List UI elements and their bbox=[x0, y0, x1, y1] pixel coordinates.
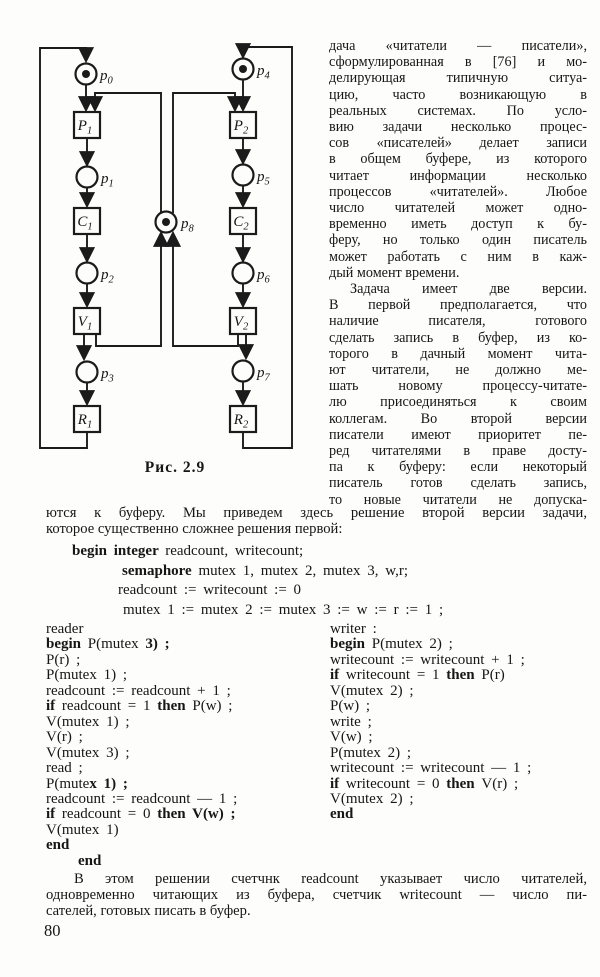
place-p8 bbox=[156, 212, 195, 235]
text-line: В первой предполагается, что bbox=[329, 297, 587, 314]
svg-text:R2: $R_2$ bbox=[233, 412, 249, 431]
transition-R2 bbox=[230, 406, 256, 432]
text-line: феру, но только один писатель bbox=[329, 232, 587, 249]
text-line: процессов «читателей». Любое bbox=[329, 183, 587, 200]
place-p7 bbox=[233, 361, 271, 384]
text-line: число читателей может одно- bbox=[329, 200, 587, 217]
code-line: end bbox=[78, 852, 102, 869]
code-line: read ; bbox=[46, 760, 83, 777]
code-line: writecount := writecount — 1 ; bbox=[330, 760, 532, 777]
place-p3 bbox=[77, 362, 114, 385]
code-line: P(w) ; bbox=[330, 698, 371, 715]
code-line: V(mutex 2) ; bbox=[330, 790, 414, 807]
place-p6 bbox=[233, 263, 271, 286]
svg-text:p3: $p_3$ bbox=[101, 366, 114, 385]
code-line: writer : bbox=[330, 621, 377, 637]
text-line: наличие писателя, готового bbox=[329, 313, 587, 330]
text-line: шать новому процессу-читате- bbox=[329, 378, 587, 395]
code-line: readcount := writecount := 0 bbox=[118, 582, 302, 598]
svg-text:p0: $p_0$ bbox=[100, 68, 113, 87]
text-line: В этом решении счетчнк readcount указывает число читателей, bbox=[74, 871, 587, 887]
code-line: V(mutex 1) ; bbox=[46, 713, 130, 730]
svg-text:p4: $p_4$ bbox=[257, 63, 270, 82]
text-line: ются к буферу. Мы приведем здесь решение второй версии задачи, bbox=[46, 505, 587, 521]
writer-code-column bbox=[330, 622, 588, 823]
text-line: сов «писателей» делает записи bbox=[329, 135, 587, 152]
text-line: лю присоединяться к своим bbox=[329, 394, 587, 411]
text-line: торого в дачный момент чита- bbox=[329, 345, 587, 362]
svg-text:R1: $R_1$ bbox=[77, 412, 93, 431]
svg-text:P2: $P_2$ bbox=[233, 118, 249, 137]
text-line: цию, часто возникающую в bbox=[329, 86, 587, 103]
code-line: V(mutex 3) ; bbox=[46, 744, 130, 761]
place-p0 bbox=[76, 64, 114, 87]
transition-C1 bbox=[74, 208, 100, 234]
code-line: if writecount = 1 then P(r) bbox=[330, 667, 505, 684]
code-line: if writecount = 0 then V(r) ; bbox=[330, 775, 519, 792]
svg-text:p2: $p_2$ bbox=[101, 267, 114, 286]
figure-caption: Рис. 2.9 bbox=[144, 459, 206, 476]
code-line: mutex 1 := mutex 2 := mutex 3 := w := r := 1 ; bbox=[123, 601, 444, 618]
code-line: P(mutex 1) ; bbox=[46, 667, 127, 684]
code-line: begin P(mutex 2) ; bbox=[330, 636, 453, 653]
text-line: коллегам. Во второй версии bbox=[329, 410, 587, 427]
code-line: end bbox=[330, 806, 354, 823]
code-line: semaphore mutex 1, mutex 2, mutex 3, w,r; bbox=[122, 562, 408, 579]
text-line: сделать запись в буфер, из ко- bbox=[329, 329, 587, 346]
svg-text:p5: $p_5$ bbox=[257, 169, 270, 188]
code-line: if readcount = 0 then V(w) ; bbox=[46, 806, 236, 823]
code-line: V(mutex 2) ; bbox=[330, 682, 414, 699]
code-line: reader bbox=[46, 621, 84, 637]
code-line: begin P(mutex 3) ; bbox=[46, 636, 170, 653]
code-line: writecount := writecount + 1 ; bbox=[330, 651, 525, 668]
transition-C2 bbox=[230, 208, 256, 234]
code-line: write ; bbox=[330, 713, 372, 730]
text-line: писатель готов сделать запись, bbox=[329, 475, 587, 492]
svg-text:p1: $p_1$ bbox=[101, 171, 114, 190]
code-line: end bbox=[46, 837, 70, 854]
text-line: вию задачи несколько процес- bbox=[329, 119, 587, 136]
place-p5 bbox=[233, 165, 270, 188]
arcs bbox=[40, 47, 292, 448]
code-line: readcount := readcount + 1 ; bbox=[46, 682, 231, 699]
svg-text:V1: $V_1$ bbox=[77, 314, 93, 333]
code-declarations bbox=[46, 542, 586, 620]
code-line: readcount := readcount — 1 ; bbox=[46, 790, 238, 807]
petri-net-diagram bbox=[20, 35, 310, 449]
code-line: P(mutex 1) ; bbox=[46, 775, 128, 792]
text-line: реальных системах. По усло- bbox=[329, 102, 587, 119]
svg-text:p8: $p_8$ bbox=[181, 216, 194, 235]
text-line: ют читатели, не должно ме- bbox=[329, 362, 587, 379]
text-line: в общем буфере, из которого bbox=[329, 151, 587, 168]
text-line: временно иметь доступ к бу- bbox=[329, 216, 587, 233]
petri-net-figure bbox=[20, 35, 310, 480]
text-line: дача «читатели — писатели», bbox=[329, 38, 587, 54]
code-line: V(mutex 1) bbox=[46, 821, 119, 838]
text-line: писатели имеют приоритет пе- bbox=[329, 426, 587, 443]
page-number: 80 bbox=[44, 921, 61, 940]
place-p4 bbox=[233, 59, 271, 82]
transition-R1 bbox=[74, 406, 100, 432]
text-line: дый момент времени. bbox=[329, 264, 460, 281]
code-line: if readcount = 1 then P(w) ; bbox=[46, 698, 233, 715]
code-line: begin integer readcount, writecount; bbox=[72, 543, 304, 559]
svg-text:p7: $p_7$ bbox=[257, 365, 270, 384]
place-p1 bbox=[77, 167, 114, 190]
text-line: которое существенно сложнее решения первой: bbox=[46, 521, 343, 538]
text-line: па к буферу: если некоторый bbox=[329, 459, 587, 476]
svg-text:p6: $p_6$ bbox=[257, 267, 270, 286]
reader-code-column bbox=[46, 622, 328, 869]
text-line: может работать с ним в каж- bbox=[329, 248, 587, 265]
text-line: делирующая типичную ситуа- bbox=[329, 70, 587, 87]
svg-text:V2: $V_2$ bbox=[233, 314, 249, 333]
code-line: P(mutex 2) ; bbox=[330, 744, 411, 761]
svg-text:P1: $P_1$ bbox=[77, 118, 93, 137]
code-line: V(w) ; bbox=[330, 729, 373, 746]
transition-paragraph bbox=[46, 505, 587, 537]
text-line: ред читателями в праве досту- bbox=[329, 443, 587, 460]
text-line: то новые читатели не допуска- bbox=[329, 491, 587, 508]
intro-paragraphs bbox=[329, 38, 587, 508]
text-line: читает информации несколько bbox=[329, 167, 587, 184]
svg-text:C2: $C_2$ bbox=[233, 214, 249, 233]
code-line: V(r) ; bbox=[46, 729, 83, 746]
code-line: P(r) ; bbox=[46, 651, 81, 668]
svg-text:C1: $C_1$ bbox=[77, 214, 93, 233]
transition-P2 bbox=[230, 112, 256, 138]
text-line: Задача имеет две версии. bbox=[350, 281, 587, 298]
transition-P1 bbox=[74, 112, 100, 138]
transition-V2 bbox=[230, 308, 256, 334]
text-line: сформулированная в [76] и мо- bbox=[329, 54, 587, 71]
closing-paragraph bbox=[46, 871, 587, 920]
text-line: одновременно читающих из буфера, счетчик writecount — число пи- bbox=[46, 887, 587, 904]
place-p2 bbox=[77, 263, 115, 286]
transition-V1 bbox=[74, 308, 100, 334]
text-line: сателей, готовых писать в буфер. bbox=[46, 903, 251, 920]
